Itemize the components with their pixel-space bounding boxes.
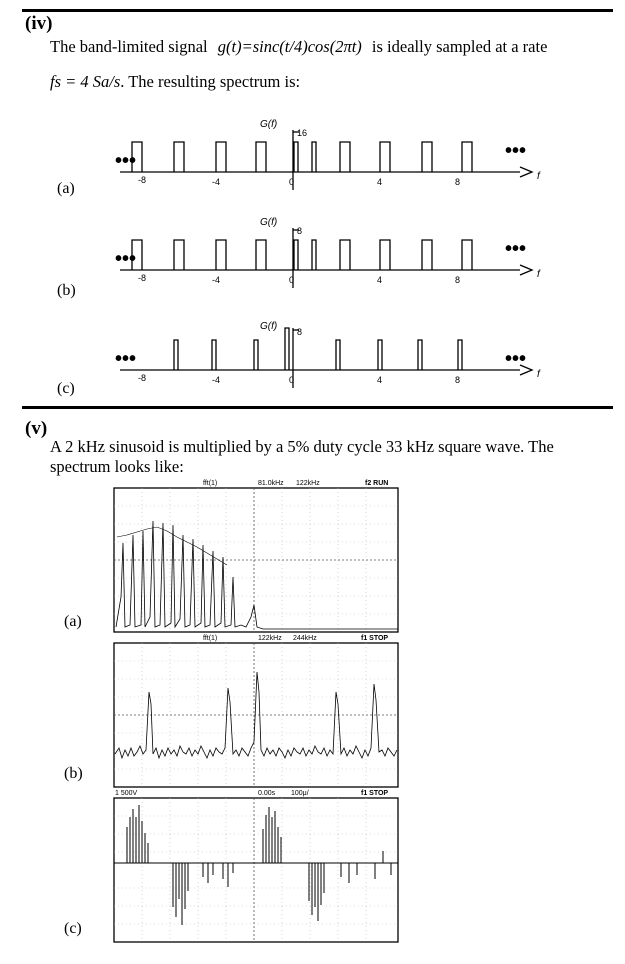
tick-label: 0 bbox=[289, 275, 295, 285]
option-iv-a-label: (a) bbox=[57, 180, 75, 197]
option-v-b-label: (b) bbox=[64, 765, 83, 782]
peak-label: 16 bbox=[297, 128, 308, 138]
spectrum-c bbox=[100, 313, 560, 393]
option-iv-b-label: (b) bbox=[57, 282, 76, 299]
gf-label: G(f) bbox=[260, 321, 278, 332]
spectrum-a bbox=[100, 115, 560, 195]
scope-header-right: f1 STOP bbox=[361, 635, 389, 642]
tick-label: 0 bbox=[289, 375, 295, 385]
peak-label: 8 bbox=[297, 327, 303, 337]
scope-header-mid2: 244kHz bbox=[293, 635, 317, 642]
section-divider bbox=[22, 406, 613, 409]
gf-label: G(f) bbox=[260, 119, 278, 130]
scope-c bbox=[113, 787, 400, 944]
section-iv-line1 bbox=[50, 35, 615, 59]
tick-label: 8 bbox=[455, 177, 461, 187]
iv-text-line2: . The resulting spectrum is: bbox=[120, 72, 301, 91]
tick-label: 4 bbox=[377, 375, 383, 385]
iv-text-post: is ideally sampled at a rate bbox=[371, 37, 548, 56]
tick-label: 8 bbox=[455, 275, 461, 285]
scope-a bbox=[113, 477, 400, 634]
dots-right: ••• bbox=[505, 238, 527, 260]
iv-formula: g(t)=sinc(t/4)cos(2πt) bbox=[217, 37, 362, 56]
top-rule bbox=[22, 9, 613, 12]
dots-left: ••• bbox=[115, 348, 137, 370]
scope-header-right: f1 STOP bbox=[361, 790, 389, 797]
tick-label: 4 bbox=[377, 177, 383, 187]
dots-left: ••• bbox=[115, 150, 137, 172]
tick-label: -8 bbox=[138, 373, 147, 383]
iv-text-pre: The band-limited signal bbox=[50, 37, 208, 56]
section-v-text: A 2 kHz sinusoid is multiplied by a 5% duty cycle 33 kHz square wave. The spectrum looks like: bbox=[50, 437, 554, 476]
section-v-number: (v) bbox=[25, 418, 48, 439]
iv-sample-rate: fs = 4 Sa/s bbox=[50, 72, 121, 91]
tick-label: -8 bbox=[138, 175, 147, 185]
scope-b bbox=[113, 632, 400, 789]
scope-header-right: f2 RUN bbox=[365, 480, 389, 487]
scope-header-mid2: 100μ/ bbox=[291, 790, 309, 797]
scope-header-mid1: 81.0kHz bbox=[258, 480, 284, 487]
f-label: f bbox=[537, 369, 540, 380]
gf-label: G(f) bbox=[260, 217, 278, 228]
f-label: f bbox=[537, 269, 540, 280]
tick-label: -4 bbox=[212, 375, 221, 385]
scope-header-left: fft(1) bbox=[203, 635, 218, 642]
dots-left: ••• bbox=[115, 248, 137, 270]
scope-header-mid2: 122kHz bbox=[296, 480, 320, 487]
tick-label: -4 bbox=[212, 177, 221, 187]
tick-label: 8 bbox=[455, 375, 461, 385]
scope-header-left: 1 500V bbox=[115, 790, 138, 797]
f-label: f bbox=[537, 171, 540, 182]
tick-label: -8 bbox=[138, 273, 147, 283]
section-iv-line2 bbox=[50, 70, 300, 94]
option-iv-c-label: (c) bbox=[57, 380, 75, 397]
tick-label: -4 bbox=[212, 275, 221, 285]
dots-right: ••• bbox=[505, 348, 527, 370]
scope-header-mid1: 0.00s bbox=[258, 790, 276, 797]
spectrum-b bbox=[100, 213, 560, 293]
dots-right: ••• bbox=[505, 140, 527, 162]
scope-header-mid1: 122kHz bbox=[258, 635, 282, 642]
option-v-a-label: (a) bbox=[64, 613, 82, 630]
option-v-c-label: (c) bbox=[64, 920, 82, 937]
tick-label: 0 bbox=[289, 177, 295, 187]
peak-label: 8 bbox=[297, 226, 303, 236]
section-iv-number: (iv) bbox=[25, 13, 53, 34]
tick-label: 4 bbox=[377, 275, 383, 285]
scope-header-left: fft(1) bbox=[203, 480, 218, 487]
